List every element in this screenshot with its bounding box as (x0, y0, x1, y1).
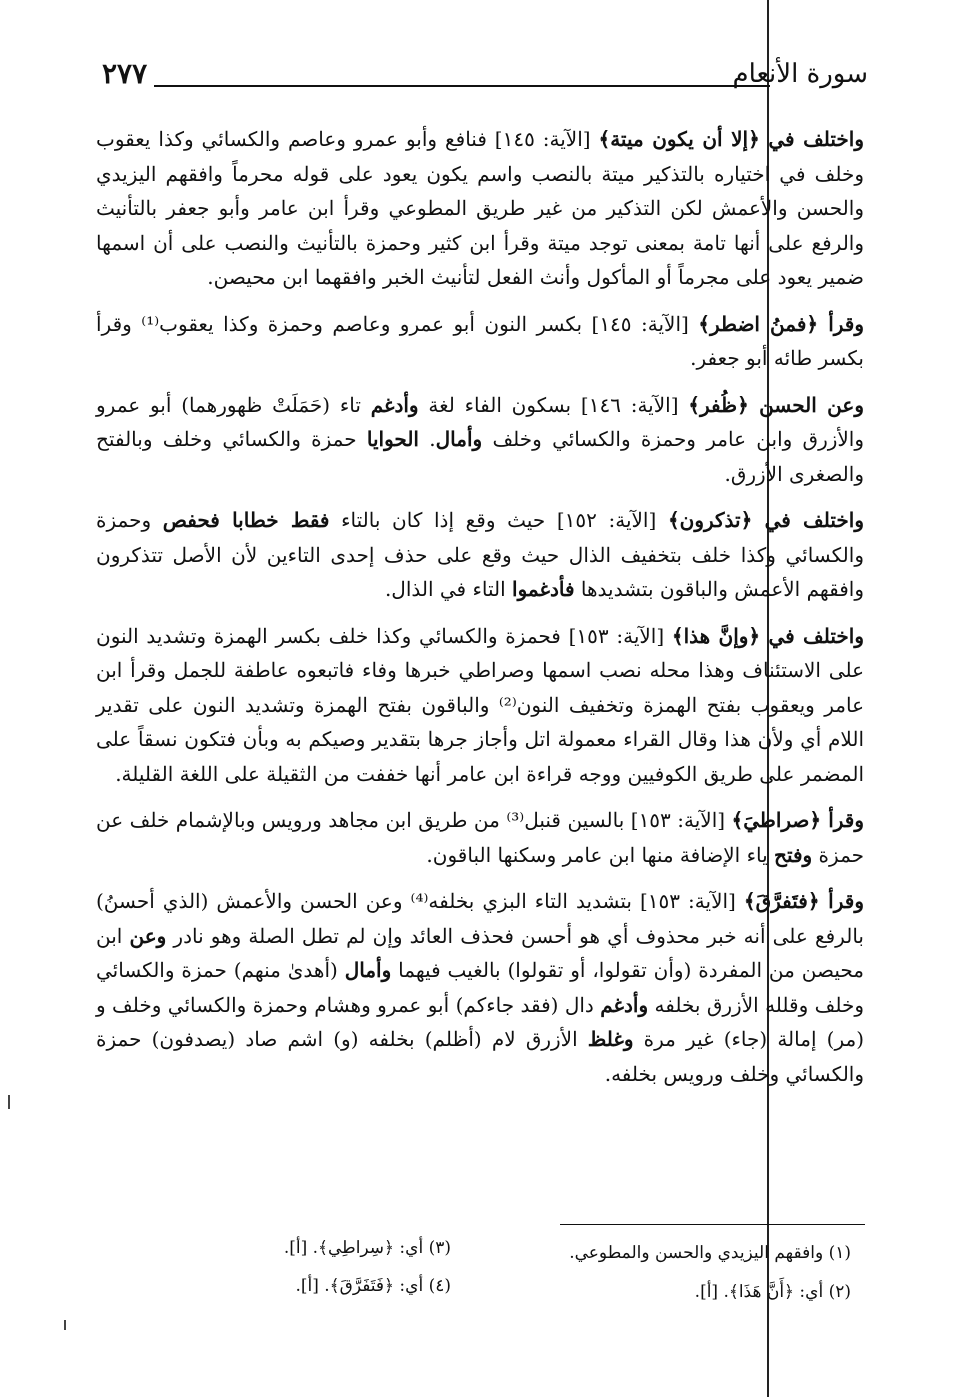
text-segment: [الآية: ١٤٥] فنافع وأبو عمرو وعاصم والكسائي وكذا يعقوب وخلف في اختياره بالتذكير ميتة بالنصب واسم يكون يعود على قوله محرماً وافقهم اليزيدي والحسن والأعمش لكن التذكير من غير طريق المطوعي وقرأ ابن عامر وأبو جعفر بالتأنيث والرفع على أنها تامة بمعنى توجد ميتة وقرأ ابن كثير وحمزة بالتأنيث والنصب على أن اسمها ضمير يعود على مجرماً أو المأكول وأنث الفعل لتأنيث الخبر وافقهما ابن محيصن. (96, 127, 864, 289)
text-segment: ابن محيصن من المفردة (وأن تقولوا، أو تقولوا) بالغيب فيهما (96, 923, 864, 982)
text-segment: التاء في الذال. (384, 577, 513, 601)
highlighted-text: وغلظ (587, 1027, 634, 1051)
paragraph (96, 619, 864, 792)
text-segment: ⁽³⁾ (506, 808, 525, 832)
footnote-3: (٣) أي: ﴿سِراطِي﴾. [أ]. (283, 1238, 451, 1258)
footnote-2: (٢) أي: ﴿أَنَّ هَذَا﴾. [أ]. (694, 1282, 851, 1302)
footnote-rule (560, 1224, 865, 1225)
highlighted-text: وفتح (774, 842, 813, 867)
highlighted-text: وعن (129, 923, 167, 948)
header-rule (154, 85, 770, 87)
paragraph (96, 388, 864, 492)
footnote-1: (١) وافقهم اليزيدي والحسن والمطوعي. (569, 1243, 851, 1263)
highlighted-text: وأدغم (370, 392, 419, 417)
highlighted-text: واختلف في (760, 623, 864, 648)
text-segment: وحمزة والكسائي وكذا خلف بتخفيف الذال حيث وقع على حذف إحدى التاءين لأن الأصل تتذكرون وافقهم الأعمش والباقون بتشديدها (96, 508, 864, 601)
highlighted-text: وأدغم (600, 992, 649, 1017)
text-segment: [الآية: ١٥٣] فحمزة والكسائي وكذا خلف بكسر الهمزة وتشديد النون على الاستئناف وهذا محله نصب اسمها وصراطي خبرها وفاء فاتبعوه عاطفة للجمل وقرأ ابن عامر ويعقوب بفتح الهمزة وتخفيف النون (96, 623, 865, 717)
text-segment: ⁽¹⁾ (141, 311, 160, 336)
page-header (96, 55, 868, 100)
text-segment: [الآية: ١٤٦] بسكون الفاء لغة (418, 392, 689, 417)
text-segment: من طريق ابن مجاهد ورويس وبالإشمام خلف عن حمزة (96, 808, 864, 867)
paragraph (96, 503, 864, 607)
scan-mark (64, 1320, 66, 1330)
highlighted-text: وأمال (344, 958, 392, 982)
text-segment: ياء الإضافة منها ابن عامر وسكنها الباقون. (426, 842, 775, 867)
highlighted-text: ﴿صراطيَ﴾ (731, 808, 822, 832)
highlighted-text: واختلف في (759, 127, 865, 151)
highlighted-text: الحوايا (366, 427, 419, 451)
footnote-4: (٤) أي: ﴿فَتَفَرَّقَ﴾. [أ]. (295, 1276, 451, 1296)
highlighted-text: ﴿فتَفرَّقَ﴾ (743, 889, 820, 913)
text-segment: [الآية: ١٥٣] بتشديد التاء البزي بخلفه (428, 889, 744, 913)
text-segment: وقرأ بكسر طائه أبو جعفر. (96, 311, 864, 370)
highlighted-text: وقرأ (818, 311, 865, 336)
highlighted-text: ﴿تذكرون﴾ (667, 508, 753, 532)
text-segment: ⁽⁴⁾ (410, 889, 429, 913)
scan-mark (8, 1095, 10, 1109)
text-segment: الأزرق لام (أظلم) بخلفه (و) اشم صاد (يصدفون) حمزة والكسائي وخلف ورويس بخلفه. (96, 1027, 864, 1086)
highlighted-text: واختلف في (752, 508, 864, 532)
highlighted-text: فقط خطابا فحفص (162, 508, 330, 532)
highlighted-text: ﴿ظُفر﴾ (688, 392, 749, 417)
text-segment: وعن الحسن والأعمش (الذي أحسنُ) بالرفع على أنه خبر محذوف أي هو أحسن فحذف العائد وإن لم تطل الصلة وهو نادر (96, 889, 864, 948)
paragraph (96, 307, 864, 376)
highlighted-text: وعن الحسن (748, 392, 864, 417)
text-segment: (أهدىٰ منهم) حمزة والكسائي وخلف وقلله الأزرق بخلفه (96, 958, 864, 1017)
highlighted-text: وقرأ (821, 808, 864, 832)
text-segment: . (418, 427, 436, 451)
paragraph (96, 122, 864, 295)
highlighted-text: ﴿إلا أن يكون ميتة﴾ (598, 127, 760, 151)
text-segment: والباقون بفتح الهمزة وتشديد النون على تقدير اللام أي ولأن هذا وقال القراء معمولة اتل وأجاز جرها بتقدير وصيكم به وبأن فتكون نسقاً على المضمر على طريق الكوفيين ووجه قراءة ابن عامر أنها خففت من الثقيلة على اللغة القليلة. (96, 692, 864, 786)
text-segment: تاء (حَمَلَتْ ظهورهما) أبو عمرو والأزرق وابن عامر وحمزة والكسائي وخلف (96, 392, 865, 451)
text-segment: حمزة والكسائي وخلف وبالفتح والصغرى الأزرق. (96, 427, 864, 486)
highlighted-text: وأمال (435, 427, 483, 451)
highlighted-text: ﴿وإنَّ هذا﴾ (671, 623, 761, 648)
paragraph (96, 803, 864, 872)
text-segment: ⁽²⁾ (498, 692, 517, 717)
surah-title: سورة الأنعام (732, 59, 868, 89)
highlighted-text: فأدغموا (512, 577, 575, 601)
text-segment: [الآية: ١٥٢] حيث وقع إذا كان بالتاء (329, 508, 668, 532)
highlighted-text: ﴿فمنُ اضطر﴾ (698, 311, 819, 336)
text-segment: [الآية: ١٤٥] بكسر النون أبو عمرو وعاصم وحمزة وكذا يعقوب (159, 311, 699, 336)
paragraph (96, 884, 864, 1091)
text-segment: دال (فقد جاءكم) أبو عمرو وهشام وحمزة والكسائي وخلف و (مر) إمالة (جاء) غير مرة (96, 992, 865, 1051)
page-body (96, 122, 864, 1103)
text-segment: [الآية: ١٥٣] بالسين قنبل (524, 808, 732, 832)
page-number: ٢٧٧ (102, 57, 148, 90)
highlighted-text: وقرأ (819, 889, 864, 913)
